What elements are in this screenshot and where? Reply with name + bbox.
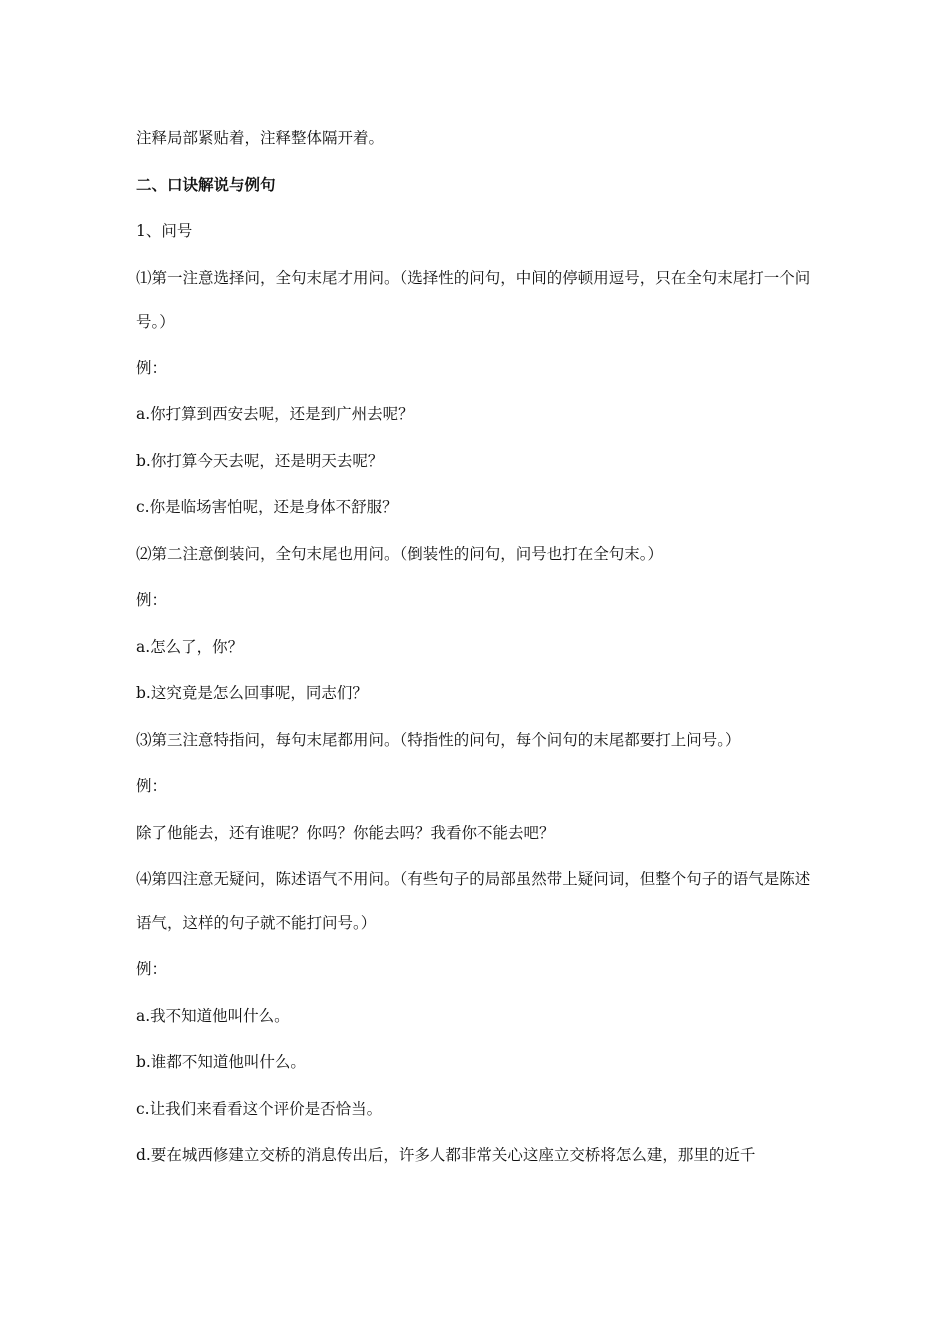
example-item: b.你打算今天去呢，还是明天去呢？ [136, 451, 384, 470]
example-item: 除了他能去，还有谁呢？你吗？你能去吗？我看你不能去吧？ [136, 823, 555, 842]
rule-2-inverted-question: ⑵第二注意倒装问，全句末尾也用问。（倒装性的问句，问号也打在全句末。） [136, 544, 664, 563]
example-item: a.怎么了，你？ [136, 637, 244, 656]
example-label: 例： [136, 777, 168, 795]
section-heading: 二、口诀解说与例句 [136, 175, 276, 194]
subsection-heading-question-mark: 1、问号 [136, 222, 193, 240]
example-label: 例： [136, 591, 168, 609]
example-item: a.你打算到西安去呢，还是到广州去呢？ [136, 405, 414, 423]
rule-1-choice-question: ⑴第一注意选择问，全句末尾才用问。（选择性的问句，中间的停顿用逗号，只在全句末尾打一个问号。） [136, 268, 811, 331]
example-label: 例： [136, 960, 168, 978]
document-body [136, 122, 816, 1186]
example-item: b.谁都不知道他叫什么。 [136, 1053, 306, 1071]
example-item: d.要在城西修建立交桥的消息传出后，许多人都非常关心这座立交桥将怎么建，那里的近千 [136, 1146, 756, 1164]
rule-4-no-question: ⑷第四注意无疑问，陈述语气不用问。（有些句子的局部虽然带上疑问词，但整个句子的语气是陈述语气，这样的句子就不能打问号。） [136, 870, 811, 932]
example-label: 例： [136, 358, 168, 377]
paragraph-note-rule: 注释局部紧贴着，注释整体隔开着。 [136, 129, 385, 147]
example-item: c.你是临场害怕呢，还是身体不舒服？ [136, 498, 398, 516]
example-item: b.这究竟是怎么回事呢，同志们？ [136, 684, 368, 702]
example-item: c.让我们来看看这个评价是否恰当。 [136, 1099, 383, 1118]
rule-3-specific-question: ⑶第三注意特指问，每句末尾都用问。（特指性的问句，每个问句的末尾都要打上问号。） [136, 730, 741, 749]
example-item: a.我不知道他叫什么。 [136, 1006, 290, 1025]
